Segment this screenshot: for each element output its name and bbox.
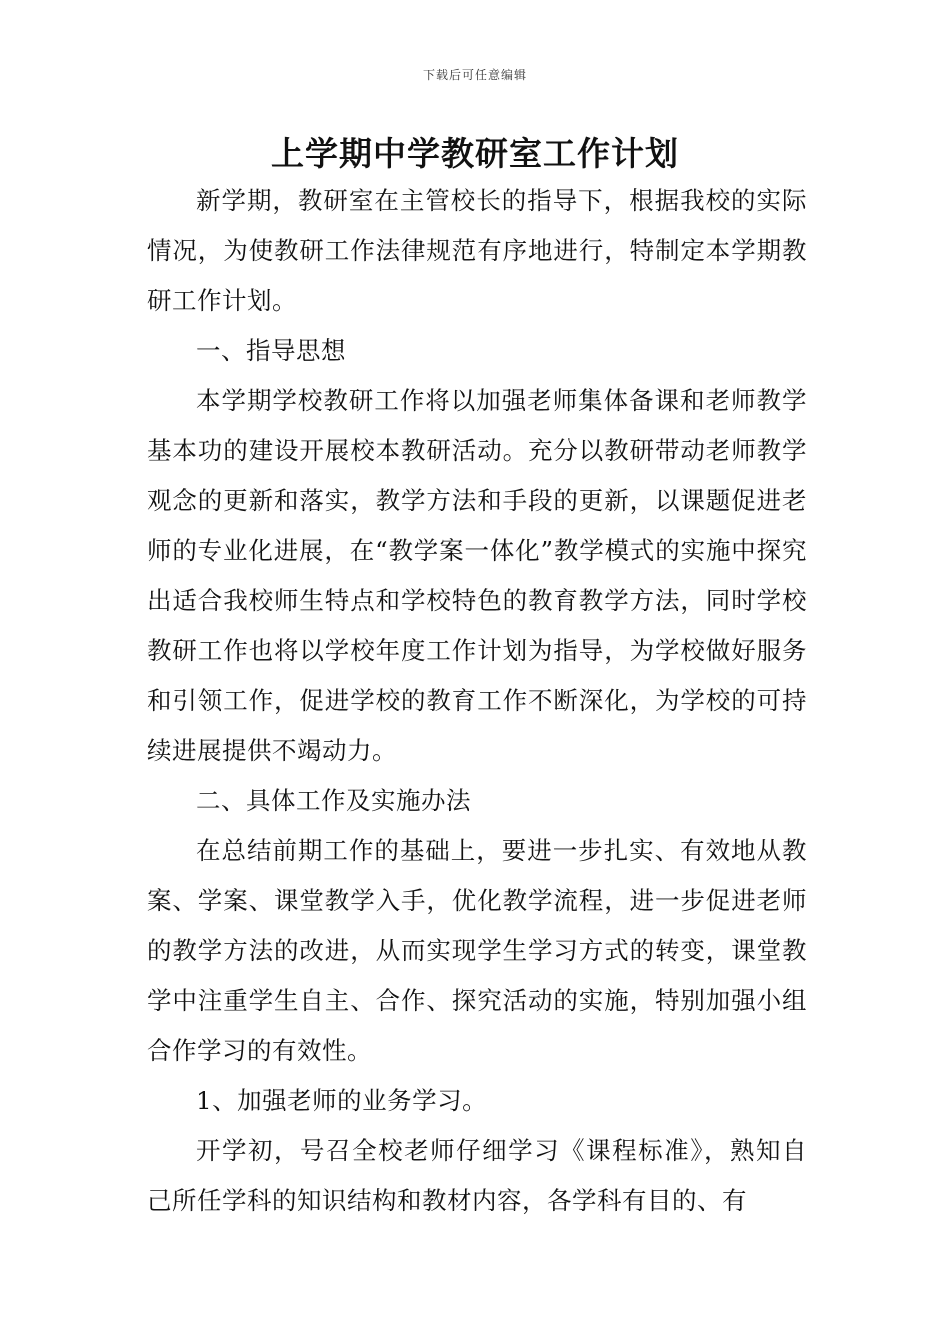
paragraph-specific-work: 在总结前期工作的基础上，要进一步扎实、有效地从教案、学案、课堂教学入手，优化教学流程，进一步促进老师的教学方法的改进，从而实现学生学习方式的转变，课堂教学中注重学生自主、合作、探究活动的实施，特别加强小组合作学习的有效性。 (147, 836, 807, 1065)
paragraph-intro: 新学期，教研室在主管校长的指导下，根据我校的实际情况，为使教研工作法律规范有序地进行，特制定本学期教研工作计划。 (147, 186, 807, 315)
section-heading-guiding-ideas: 一、指导思想 (196, 336, 346, 365)
paragraph-guiding-ideas: 本学期学校教研工作将以加强老师集体备课和老师教学基本功的建设开展校本教研活动。充分以教研带动老师教学观念的更新和落实，教学方法和手段的更新，以课题促进老师的专业化进展，在“教学案一体化”教学模式的实施中探究出适合我校师生特点和学校特色的教育教学方法，同时学校教研工作也将以学校年度工作计划为指导，为学校做好服务和引领工作，促进学校的教育工作不断深化，为学校的可持续进展提供不竭动力。 (147, 386, 807, 765)
document-title: 上学期中学教研室工作计划 (271, 134, 679, 173)
section-heading-specific-work: 二、具体工作及实施办法 (196, 786, 471, 815)
paragraph-study: 开学初，号召全校老师仔细学习《课程标准》，熟知自己所任学科的知识结构和教材内容，各学科有目的、有 (147, 1136, 807, 1215)
header-note: 下载后可任意编辑 (422, 68, 527, 82)
subsection-heading-study: 1、加强老师的业务学习。 (196, 1086, 488, 1115)
document-body (147, 176, 807, 1226)
